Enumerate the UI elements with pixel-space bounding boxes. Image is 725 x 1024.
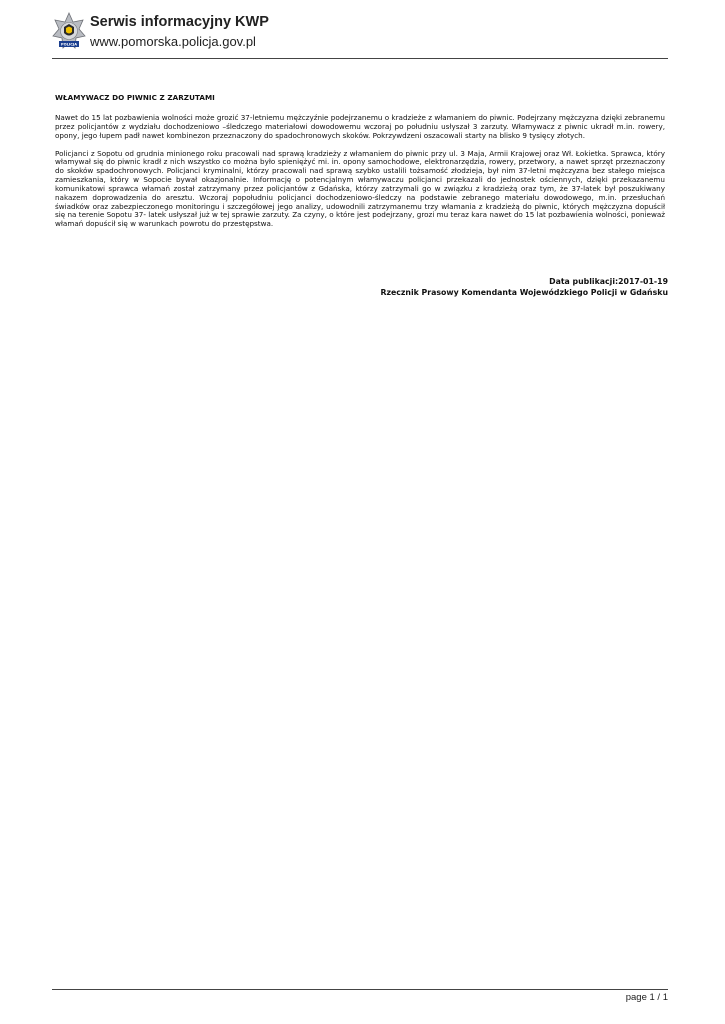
article-paragraph-1: Nawet do 15 lat pozbawienia wolności może grozić 37-letniemu mężczyźnie podejrzanemu o kradzieże z włamaniem do piwnic. Podejrzany mężczyzna dzięki zebranemu przez policjantów z wydziału dochodzeniowo –śledczego materiałowi dowodowemu wczoraj po południu usłyszał 3 zarzuty. Włamywacz z piwnic ukradł m.in. rowery, opony, jego łupem padł nawet kombinezon przeznaczony do spadochronowych skoków. Pokrzywdzeni oszacowali starty na blisko 9 tysięcy złotych. — [55, 113, 665, 140]
logo-text: POLICJA — [60, 42, 78, 47]
publication-author: Rzecznik Prasowy Komendanta Wojewódzkiego Policji w Gdańsku — [380, 287, 668, 297]
article-title: WŁAMYWACZ DO PIWNIC Z ZARZUTAMI — [55, 93, 215, 102]
page-header — [52, 12, 668, 56]
police-badge-icon — [52, 12, 86, 52]
header-divider — [52, 58, 668, 59]
article-body — [55, 93, 665, 238]
site-title: Serwis informacyjny KWP — [90, 14, 269, 30]
article-paragraph-2: Policjanci z Sopotu od grudnia minionego roku pracowali nad sprawą kradzieży z włamaniem do piwnic przy ul. 3 Maja, Armii Krajowej oraz Wł. Łokietka. Sprawca, który włamywał się do piwnic kradł z nich wszystko co można było spieniężyć mi. in. opony samochodowe, elektronarzędzia, rowery, przetwory, a nawet sprzęt przeznaczony do skoków spadochronowych. Policjanci kryminalni, którzy pracowali nad sprawą szybko ustalili tożsamość złodzieja, był nim 37-letni mężczyzna bez stałego miejsca zamieszkania, który w Sopocie bywał okazjonalnie. Informację o potencjalnym włamywaczu policjanci przekazali do jednostek ościennych, dzięki przekazanemu komunikatowi sprawca włamań został zatrzymany przez policjantów z Gdańska, którzy zatrzymali go w związku z kradzieżą oraz tym, że 37-latek był poszukiwany nakazem doprowadzenia do aresztu. Wczoraj popołudniu policjanci dochodzeniowo-śledczy na podstawie zebranego materiału dowodowego, m.in. przesłuchań świadków oraz zabezpieczonego monitoringu i szczegółowej jego analizy, udowodnili zatrzymanemu trzy włamania z kradzieżą do piwnic, których mężczyzna dopuścił się na terenie Sopotu 37- latek usłyszał już w tej sprawie zarzuty. Za czyny, o które jest podejrzany, grozi mu teraz kara nawet do 15 lat pozbawienia wolności, ponieważ włamań dopuścił się w warunkach powrotu do przestępstwa. — [55, 148, 665, 229]
publication-date: Data publikacji:2017-01-19 — [549, 277, 668, 286]
page-number: page 1 / 1 — [625, 992, 668, 1003]
footer-divider — [52, 989, 668, 990]
site-url: www.pomorska.policja.gov.pl — [90, 34, 256, 49]
publication-info — [380, 277, 668, 298]
